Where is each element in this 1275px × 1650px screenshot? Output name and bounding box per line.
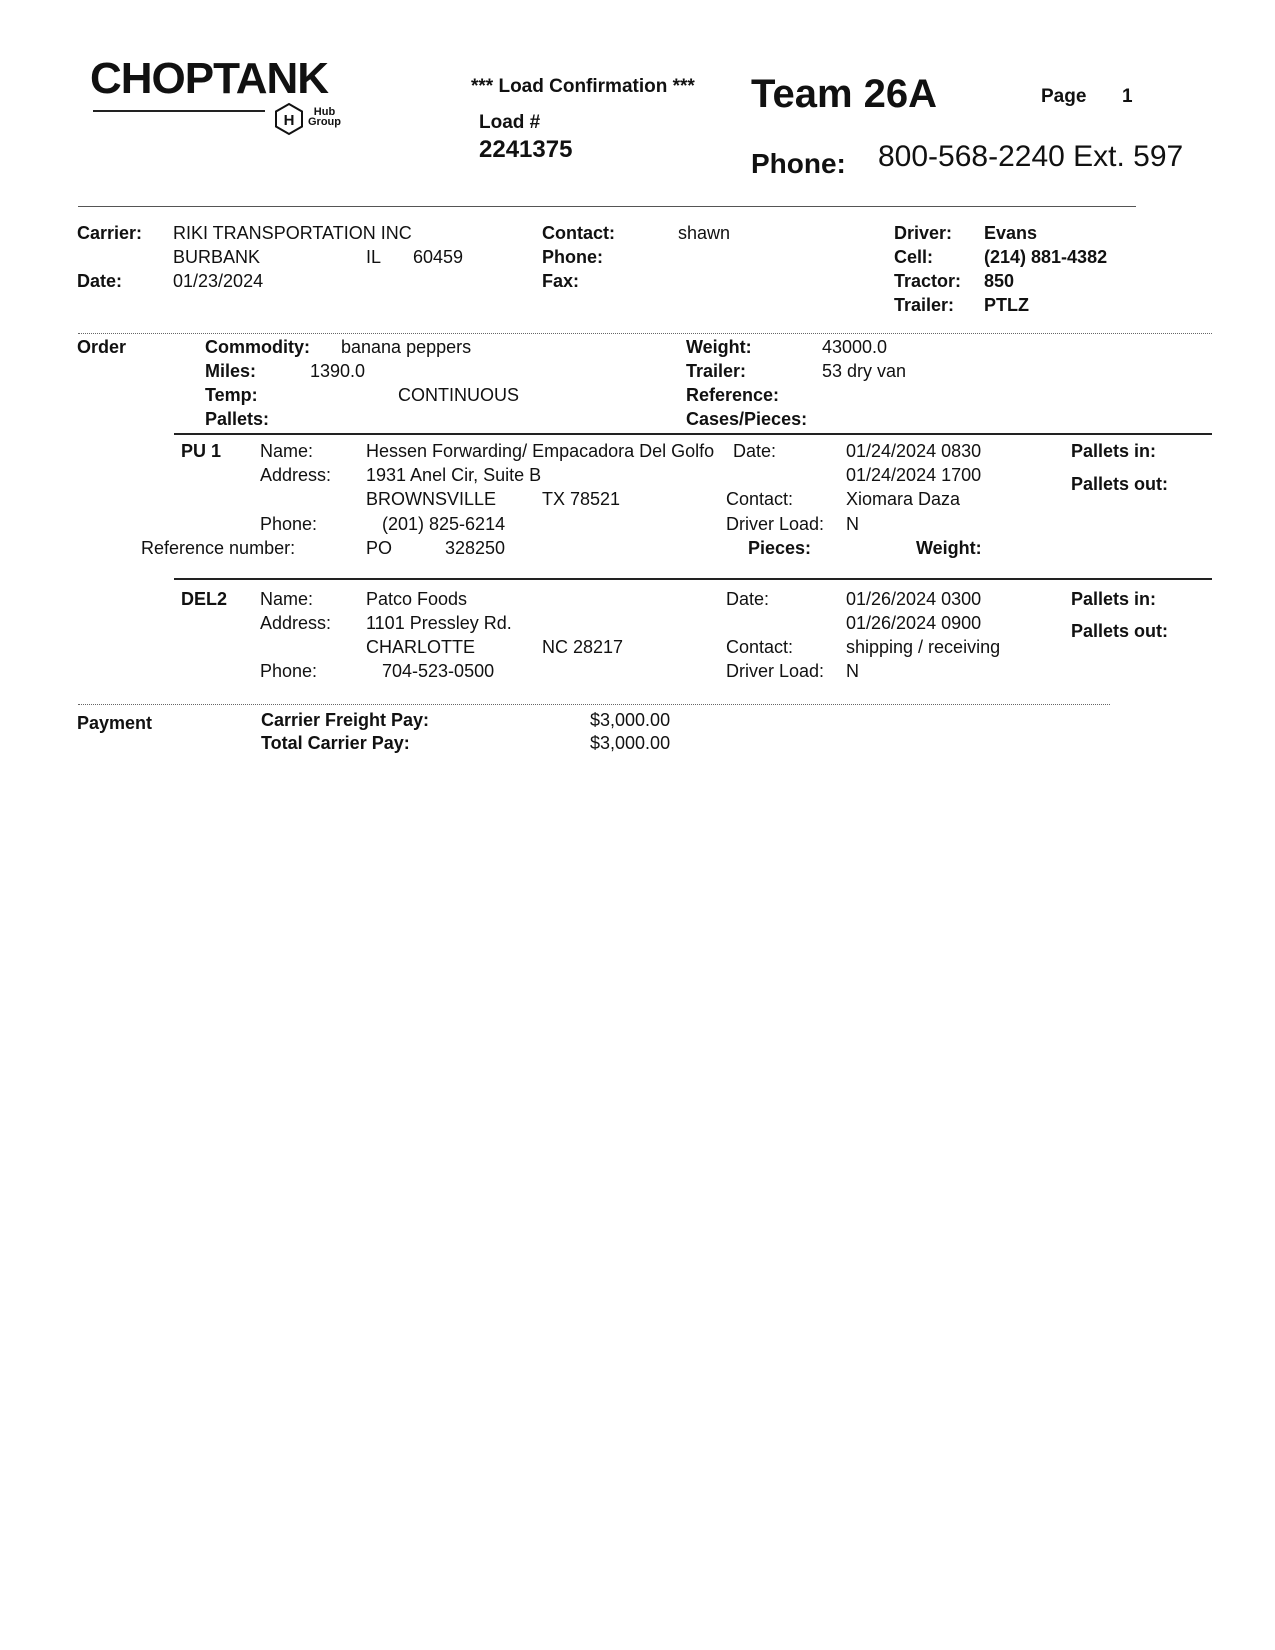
doc-title: *** Load Confirmation *** [471,76,695,97]
delivery-phone: 704-523-0500 [382,661,495,681]
carrier-label: Carrier: [77,223,143,243]
pickup-ref-type: PO [366,538,393,558]
pickup-divider [174,433,1212,435]
pickup-driver-load: N [846,514,859,534]
tractor-value: 850 [984,271,1015,291]
pickup-date-to: 01/24/2024 1700 [846,465,982,485]
pickup-pieces-label: Pieces: [748,538,812,558]
header-divider [78,206,1136,207]
delivery-phone-label: Phone: [260,661,318,681]
contact-label: Contact: [542,223,615,243]
pickup-contact-label: Contact: [726,489,794,509]
date-label: Date: [77,271,123,291]
delivery-contact: shipping / receiving [846,637,1001,657]
pallets-label: Pallets: [205,409,270,429]
total-pay-value: $3,000.00 [590,733,671,753]
carrier-zip: 60459 [413,247,464,267]
pickup-date-from: 01/24/2024 0830 [846,441,982,461]
pickup-date-label: Date: [733,441,777,461]
pickup-driver-load-label: Driver Load: [726,514,825,534]
carrier-name: RIKI TRANSPORTATION INC [173,223,412,243]
freight-pay-label: Carrier Freight Pay: [261,710,430,730]
pickup-weight-label: Weight: [916,538,982,558]
reference-label: Reference: [686,385,780,405]
order-label: Order [77,337,127,357]
commodity-value: banana peppers [341,337,472,357]
phone-value: 800-568-2240 Ext. 597 [878,140,1184,173]
load-number: 2241375 [479,136,573,163]
commodity-label: Commodity: [205,337,310,357]
logo-rule [93,110,265,112]
delivery-city: CHARLOTTE [366,637,476,657]
delivery-stop-label: DEL2 [181,589,228,609]
pickup-ref-value: 328250 [445,538,506,558]
freight-pay-value: $3,000.00 [590,710,671,730]
team-name: Team 26A [751,72,938,116]
choptank-logo [90,54,328,104]
page-label: Page [1041,86,1087,107]
delivery-name: Patco Foods [366,589,468,609]
hub-group-logo [272,102,306,141]
total-pay-label: Total Carrier Pay: [261,733,410,753]
hub-group-text [308,107,341,127]
pickup-name: Hessen Forwarding/ Empacadora Del Golfo [366,441,715,461]
delivery-date-to: 01/26/2024 0900 [846,613,982,633]
cell-value: (214) 881-4382 [984,247,1108,267]
delivery-state-zip: NC 28217 [542,637,624,657]
carrier-state: IL [366,247,382,267]
driver-label: Driver: [894,223,953,243]
pickup-ref-label: Reference number: [141,538,296,558]
carrier-divider [78,333,1212,334]
order-trailer-label: Trailer: [686,361,747,381]
pickup-pallets-in-label: Pallets in: [1071,441,1157,461]
pickup-pallets-out-label: Pallets out: [1071,474,1169,494]
cell-label: Cell: [894,247,934,267]
group-text: Group [308,116,341,128]
delivery-driver-load-label: Driver Load: [726,661,825,681]
delivery-date-from: 01/26/2024 0300 [846,589,982,609]
temp-value: CONTINUOUS [398,385,519,405]
hub-group-hexagon-icon [272,102,306,136]
logo-text: CHOPTANK [90,54,329,103]
delivery-driver-load: N [846,661,859,681]
delivery-address-label: Address: [260,613,332,633]
delivery-name-label: Name: [260,589,314,609]
tractor-label: Tractor: [894,271,962,291]
pickup-stop-label: PU 1 [181,441,222,461]
pickup-address-label: Address: [260,465,332,485]
pickup-name-label: Name: [260,441,314,461]
pickup-contact: Xiomara Daza [846,489,961,509]
delivery-contact-label: Contact: [726,637,794,657]
carrier-contact: shawn [678,223,731,243]
cases-label: Cases/Pieces: [686,409,808,429]
fax-label: Fax: [542,271,580,291]
pickup-city: BROWNSVILLE [366,489,497,509]
delivery-address: 1101 Pressley Rd. [366,613,512,633]
phone-label: Phone: [751,148,846,179]
pickup-phone: (201) 825-6214 [382,514,506,534]
trailer-label: Trailer: [894,295,955,315]
load-label: Load # [479,112,541,133]
carrier-date: 01/23/2024 [173,271,264,291]
payment-divider [78,704,1110,705]
order-trailer-value: 53 dry van [822,361,907,381]
miles-value: 1390.0 [310,361,366,381]
miles-label: Miles: [205,361,257,381]
temp-label: Temp: [205,385,258,405]
hub-text: Hub [313,106,336,118]
page-number: 1 [1122,86,1133,107]
delivery-pallets-in-label: Pallets in: [1071,589,1157,609]
pickup-state-zip: TX 78521 [542,489,621,509]
carrier-phone-label: Phone: [542,247,603,267]
payment-label: Payment [77,713,153,733]
pickup-address: 1931 Anel Cir, Suite B [366,465,542,485]
driver-name: Evans [984,223,1038,243]
delivery-pallets-out-label: Pallets out: [1071,621,1169,641]
weight-value: 43000.0 [822,337,888,357]
pickup-phone-label: Phone: [260,514,318,534]
weight-label: Weight: [686,337,752,357]
delivery-date-label: Date: [726,589,770,609]
carrier-city: BURBANK [173,247,261,267]
delivery-divider [174,578,1212,580]
svg-text:H: H [283,112,295,129]
trailer-value: PTLZ [984,295,1029,315]
